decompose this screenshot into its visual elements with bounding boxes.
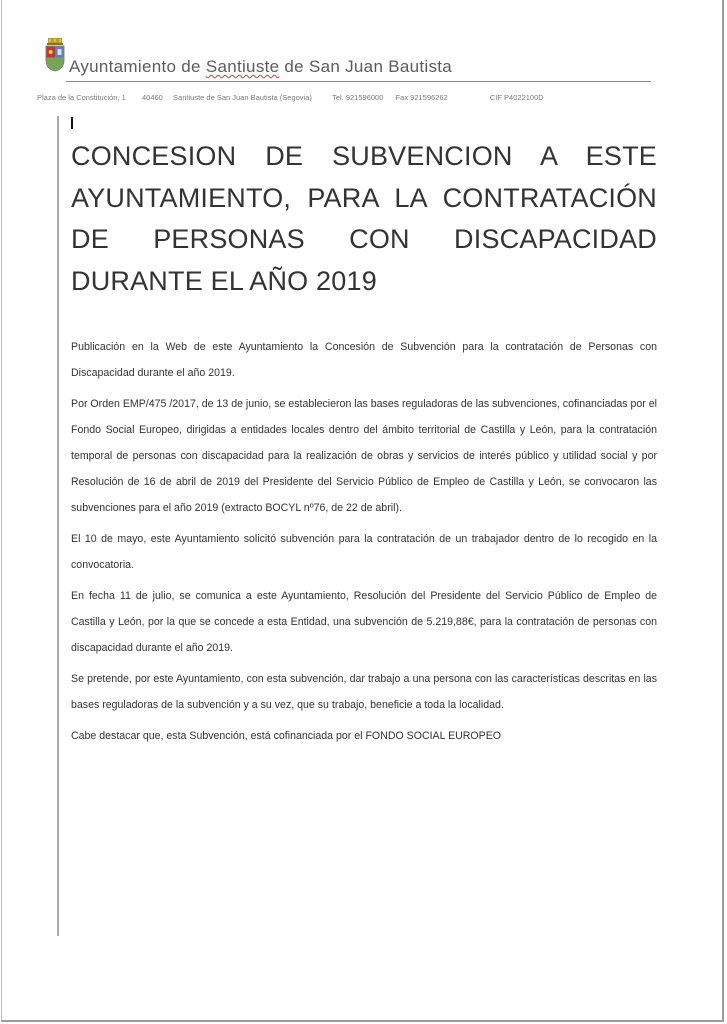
- phone-number: Tel. 921596000: [332, 93, 384, 102]
- paragraph: Publicación en la Web de este Ayuntamiento la Concesión de Subvención para la contratación de Personas con Discapacidad durante el año 2019.: [71, 341, 657, 379]
- paragraph: Se pretende, por este Ayuntamiento, con esta subvención, dar trabajo a una persona con las características descritas en las bases reguladoras de la subvención y a su vez, que su trabajo, beneficie a toda la localidad.: [71, 673, 657, 711]
- municipality-name: Ayuntamiento de Santiuste de San Juan Bautista: [69, 57, 453, 76]
- paragraph: En fecha 11 de julio, se comunica a este Ayuntamiento, Resolución del Presidente del Servicio Público de Empleo de Castilla y León, por la que se concede a esta Entidad, una subvención de 5.219,88€, para la contratación de personas con discapacidad durante el año 2019.: [71, 590, 657, 654]
- contact-line: [37, 93, 544, 102]
- municipality-header: [69, 57, 452, 77]
- cif-number: CIF P4022100D: [489, 93, 544, 102]
- paragraph: El 10 de mayo, este Ayuntamiento solicitó subvención para la contratación de un trabajador dentro de lo recogido en la convocatoria.: [71, 533, 657, 571]
- fax-number: Fax 921596262: [395, 93, 448, 102]
- document-body: [71, 334, 657, 754]
- address-town: Santiuste de San Juan Bautista (Segovia): [173, 93, 312, 102]
- address-street: Plaza de la Constitución, 1: [37, 93, 126, 102]
- coat-of-arms-icon: [44, 38, 66, 72]
- paragraph: Por Orden EMP/475 /2017, de 13 de junio, se establecieron las bases reguladoras de las subvenciones, cofinanciadas por el Fondo Social Europeo, dirigidas a entidades locales dentro del ámbito territorial de Castilla y León, para la contratación temporal de personas con discapacidad para la realización de obras y servicios de interés público y utilidad social y por Resolución de 16 de abril de 2019 del Presidente del Servicio Público de Empleo de Castilla y León, se convocaron las subvenciones para el año 2019 (extracto BOCYL nº76, de 22 de abril).: [71, 398, 657, 514]
- postal-code: 40460: [142, 93, 163, 102]
- document-title: CONCESION DE SUBVENCION A ESTE AYUNTAMIENTO, PARA LA CONTRATACIÓN DE PERSONAS CON DISCAPACIDAD DURANTE EL AÑO 2019: [71, 141, 657, 296]
- text-cursor: [71, 117, 73, 129]
- header-divider: [66, 81, 651, 82]
- paragraph: Cabe destacar que, esta Subvención, está cofinanciada por el FONDO SOCIAL EUROPEO: [71, 730, 502, 742]
- left-margin-bar: [57, 116, 59, 936]
